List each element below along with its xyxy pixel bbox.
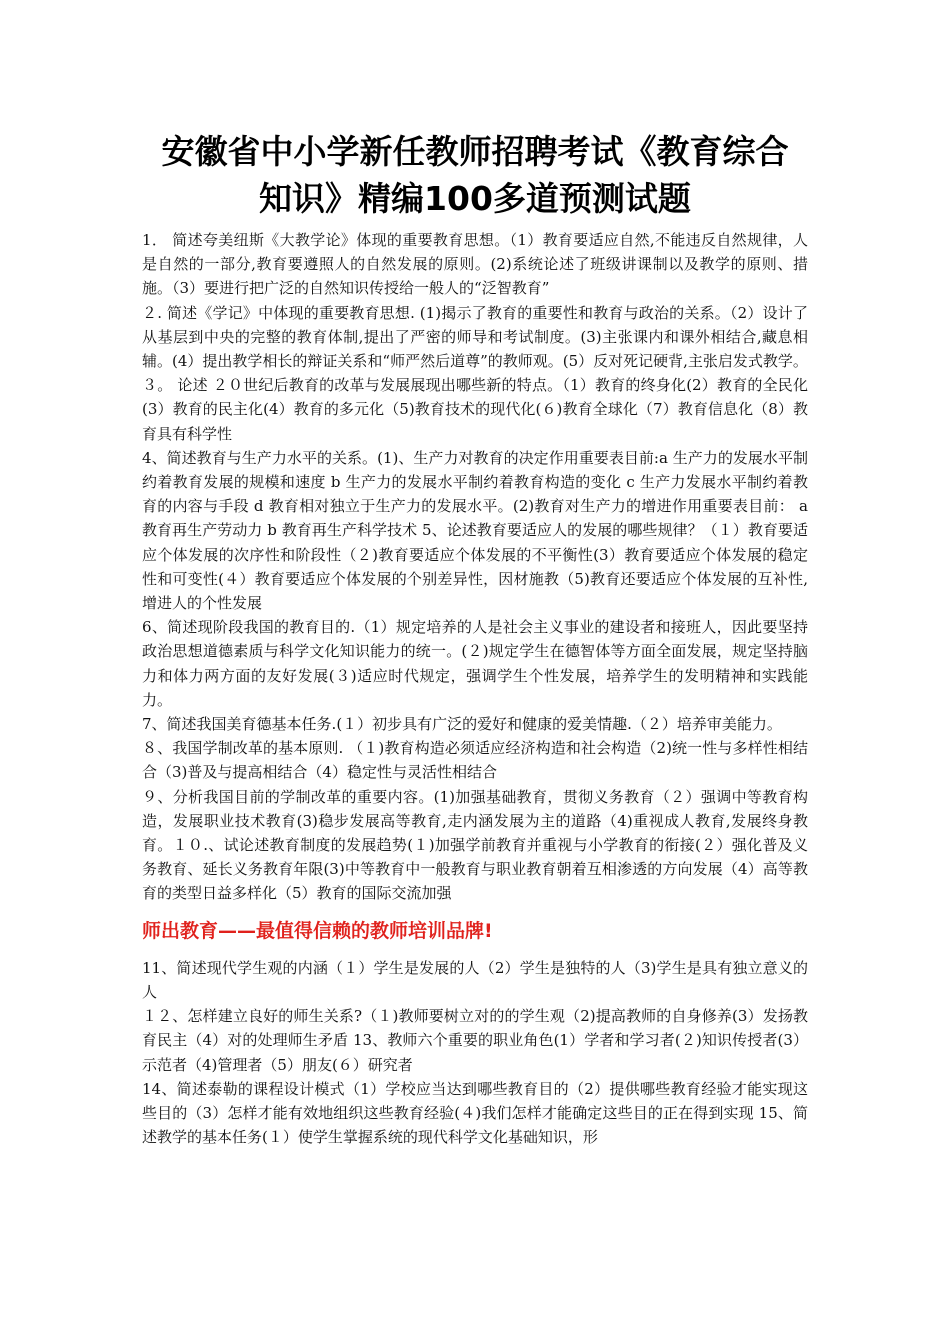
question-paragraph: 11、简述现代学生观的内涵（１）学生是发展的人（2）学生是独特的人（3)学生是具有独立意义的人 (142, 958, 808, 1001)
question-paragraph: ８、我国学制改革的基本原则. （１)教育构造必须适应经济构造和社会构造（2)统一性与多样性相结合（3)普及与提高相结合（4）稳定性与灵活性相结合 (142, 739, 808, 782)
document-body-top (142, 228, 808, 906)
question-paragraph: 4、简述教育与生产力水平的关系。(1)、生产力对教育的决定作用重要表目前:a 生产力的发展水平制约着教育发展的规模和速度 b 生产力的发展水平制约着教育构造的变化 c 生产力发展水平制约着教育的内容与手段 d 教育相对独立于生产力的发展水平。(2)教育对生产力的增进作用重要表目前： a 教育再生产劳动力 b 教育再生产科学技术 5、论述教育要适应人的发展的哪些规律？（１）教育要适应个体发展的次序性和阶段性（２)教育要适应个体发展的不平衡性(3）教育要适应个体发展的稳定性和可变性(４）教育要适应个体发展的个别差异性，因材施教（5)教育还要适应个体发展的互补性,增进人的个性发展 (142, 448, 808, 613)
document-body-bottom (142, 956, 808, 1150)
question-paragraph: 7、简述我国美育德基本任务.(１）初步具有广泛的爱好和健康的爱美情趣.（２）培养审美能力。 (142, 715, 782, 734)
question-paragraph: ９、分析我国目前的学制改革的重要内容。(1)加强基础教育，贯彻义务教育（２）强调中等教育构造，发展职业技术教育(3)稳步发展高等教育,走内涵发展为主的道路（4)重视成人教育,发展终身教育。１０.、试论述教育制度的发展趋势(１)加强学前教育并重视与小学教育的衔接(２）强化普及义务教育、延长义务教育年限(3)中等教育中一般教育与职业教育朝着互相渗透的方向发展（4）高等教育的类型日益多样化（5）教育的国际交流加强 (142, 787, 808, 903)
question-paragraph: １２、怎样建立良好的师生关系?（１)教师要树立对的的学生观（2)提高教师的自身修养(3）发扬教育民主（4）对的处理师生矛盾 13、教师六个重要的职业角色(1）学者和学习者(２)知识传授者(3）示范者（4)管理者（5）朋友(６）研究者 (142, 1007, 808, 1074)
question-paragraph: ３。 论述 ２０世纪后教育的改革与发展展现出哪些新的特点。（1）教育的终身化(2）教育的全民化(3）教育的民主化(4）教育的多元化（5)教育技术的现代化(６)教育全球化（7）教育信息化（8）教育具有科学性 (142, 376, 808, 443)
question-paragraph: 1． 简述夸美纽斯《大教学论》体现的重要教育思想。（1）教育要适应自然,不能违反自然规律，人是自然的一部分,教育要遵照人的自然发展的原则。(2)系统论述了班级讲课制以及教学的原则、措施。（3）要进行把广泛的自然知识传授给一般人的“泛智教育” (142, 231, 808, 298)
document-title: 安徽省中小学新任教师招聘考试《教育综合知识》精编100多道预测试题 (161, 132, 789, 218)
question-paragraph: ２. 简述《学记》中体现的重要教育思想. (1)揭示了教育的重要性和教育与政治的关系。（2）设计了从基层到中央的完整的教育体制,提出了严密的师导和考试制度。(3)主张课内和课外相结合,藏息相辅。(4）提出教学相长的辩证关系和“师严然后道尊”的教师观。(5）反对死记硬背,主张启发式教学。 (142, 303, 808, 371)
promo-banner: 师出教育——最值得信赖的教师培训品牌! (142, 919, 493, 942)
question-paragraph: 14、简述泰勒的课程设计模式（1）学校应当达到哪些教育目的（2）提供哪些教育经验才能实现这些目的（3）怎样才能有效地组织这些教育经验(４)我们怎样才能确定这些目的正在得到实现 15、简述教学的基本任务(１）使学生掌握系统的现代科学文化基础知识，形 (142, 1079, 808, 1147)
question-paragraph: 6、简述现阶段我国的教育目的.（1）规定培养的人是社会主义事业的建设者和接班人，因此要坚持政治思想道德素质与科学文化知识能力的统一。(２)规定学生在德智体等方面全面发展，规定坚持脑力和体力两方面的友好发展(３)适应时代规定，强调学生个性发展，培养学生的发明精神和实践能力。 (142, 618, 808, 709)
